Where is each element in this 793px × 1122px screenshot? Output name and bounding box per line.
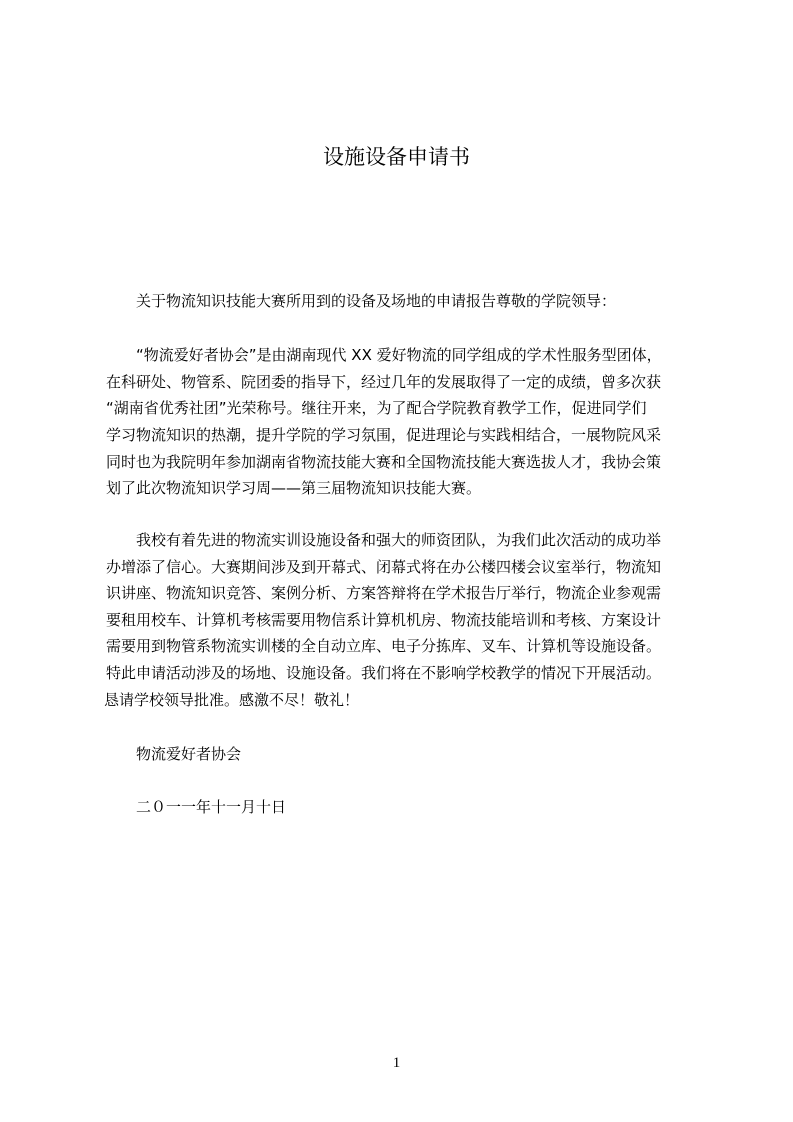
page-number: 1 xyxy=(392,1055,401,1071)
document-title: 设施设备申请书 xyxy=(323,145,470,169)
paragraph-line: 要租用校车、计算机考核需要用物信系计算机机房、物流技能培训和考核、方案设计 xyxy=(106,611,662,629)
paragraph-line: “湖南省优秀社团”光荣称号。继往开来，为了配合学院教育教学工作，促进同学们 xyxy=(106,399,647,417)
subject-line: 关于物流知识技能大赛所用到的设备及场地的申请报告尊敬的学院领导： xyxy=(136,292,617,310)
paragraph-line: 在科研处、物管系、院团委的指导下，经过几年的发展取得了一定的成绩，曾多次获 xyxy=(106,373,662,391)
paragraph-line: 学习物流知识的热潮，提升学院的学习氛围，促进理论与实践相结合，一展物院风采 xyxy=(106,426,662,444)
paragraph-line: 我校有着先进的物流实训设施设备和强大的师资团队，为我们此次活动的成功举 xyxy=(136,531,662,549)
document-date: 二０一一年十一月十日 xyxy=(136,798,287,816)
signature: 物流爱好者协会 xyxy=(136,745,242,763)
paragraph-line: 特此申请活动涉及的场地、设施设备。我们将在不影响学校教学的情况下开展活动。 xyxy=(106,664,662,682)
paragraph-line: 恳请学校领导批准。感激不尽！敬礼！ xyxy=(104,691,360,709)
paragraph-line: 需要用到物管系物流实训楼的全自动立库、电子分拣库、叉车、计算机等设施设备。 xyxy=(106,637,662,655)
paragraph-line: 同时也为我院明年参加湖南省物流技能大赛和全国物流技能大赛选拔人才，我协会策 xyxy=(106,453,662,471)
paragraph-line: 办增添了信心。大赛期间涉及到开幕式、闭幕式将在办公楼四楼会议室举行，物流知 xyxy=(106,558,662,576)
paragraph-line: 识讲座、物流知识竞答、案例分析、方案答辩将在学术报告厅举行，物流企业参观需 xyxy=(106,584,662,602)
paragraph-line: “物流爱好者协会”是由湖南现代 XX 爱好物流的同学组成的学术性服务型团体， xyxy=(136,346,662,364)
paragraph-line: 划了此次物流知识学习周——第三届物流知识技能大赛。 xyxy=(106,479,482,497)
